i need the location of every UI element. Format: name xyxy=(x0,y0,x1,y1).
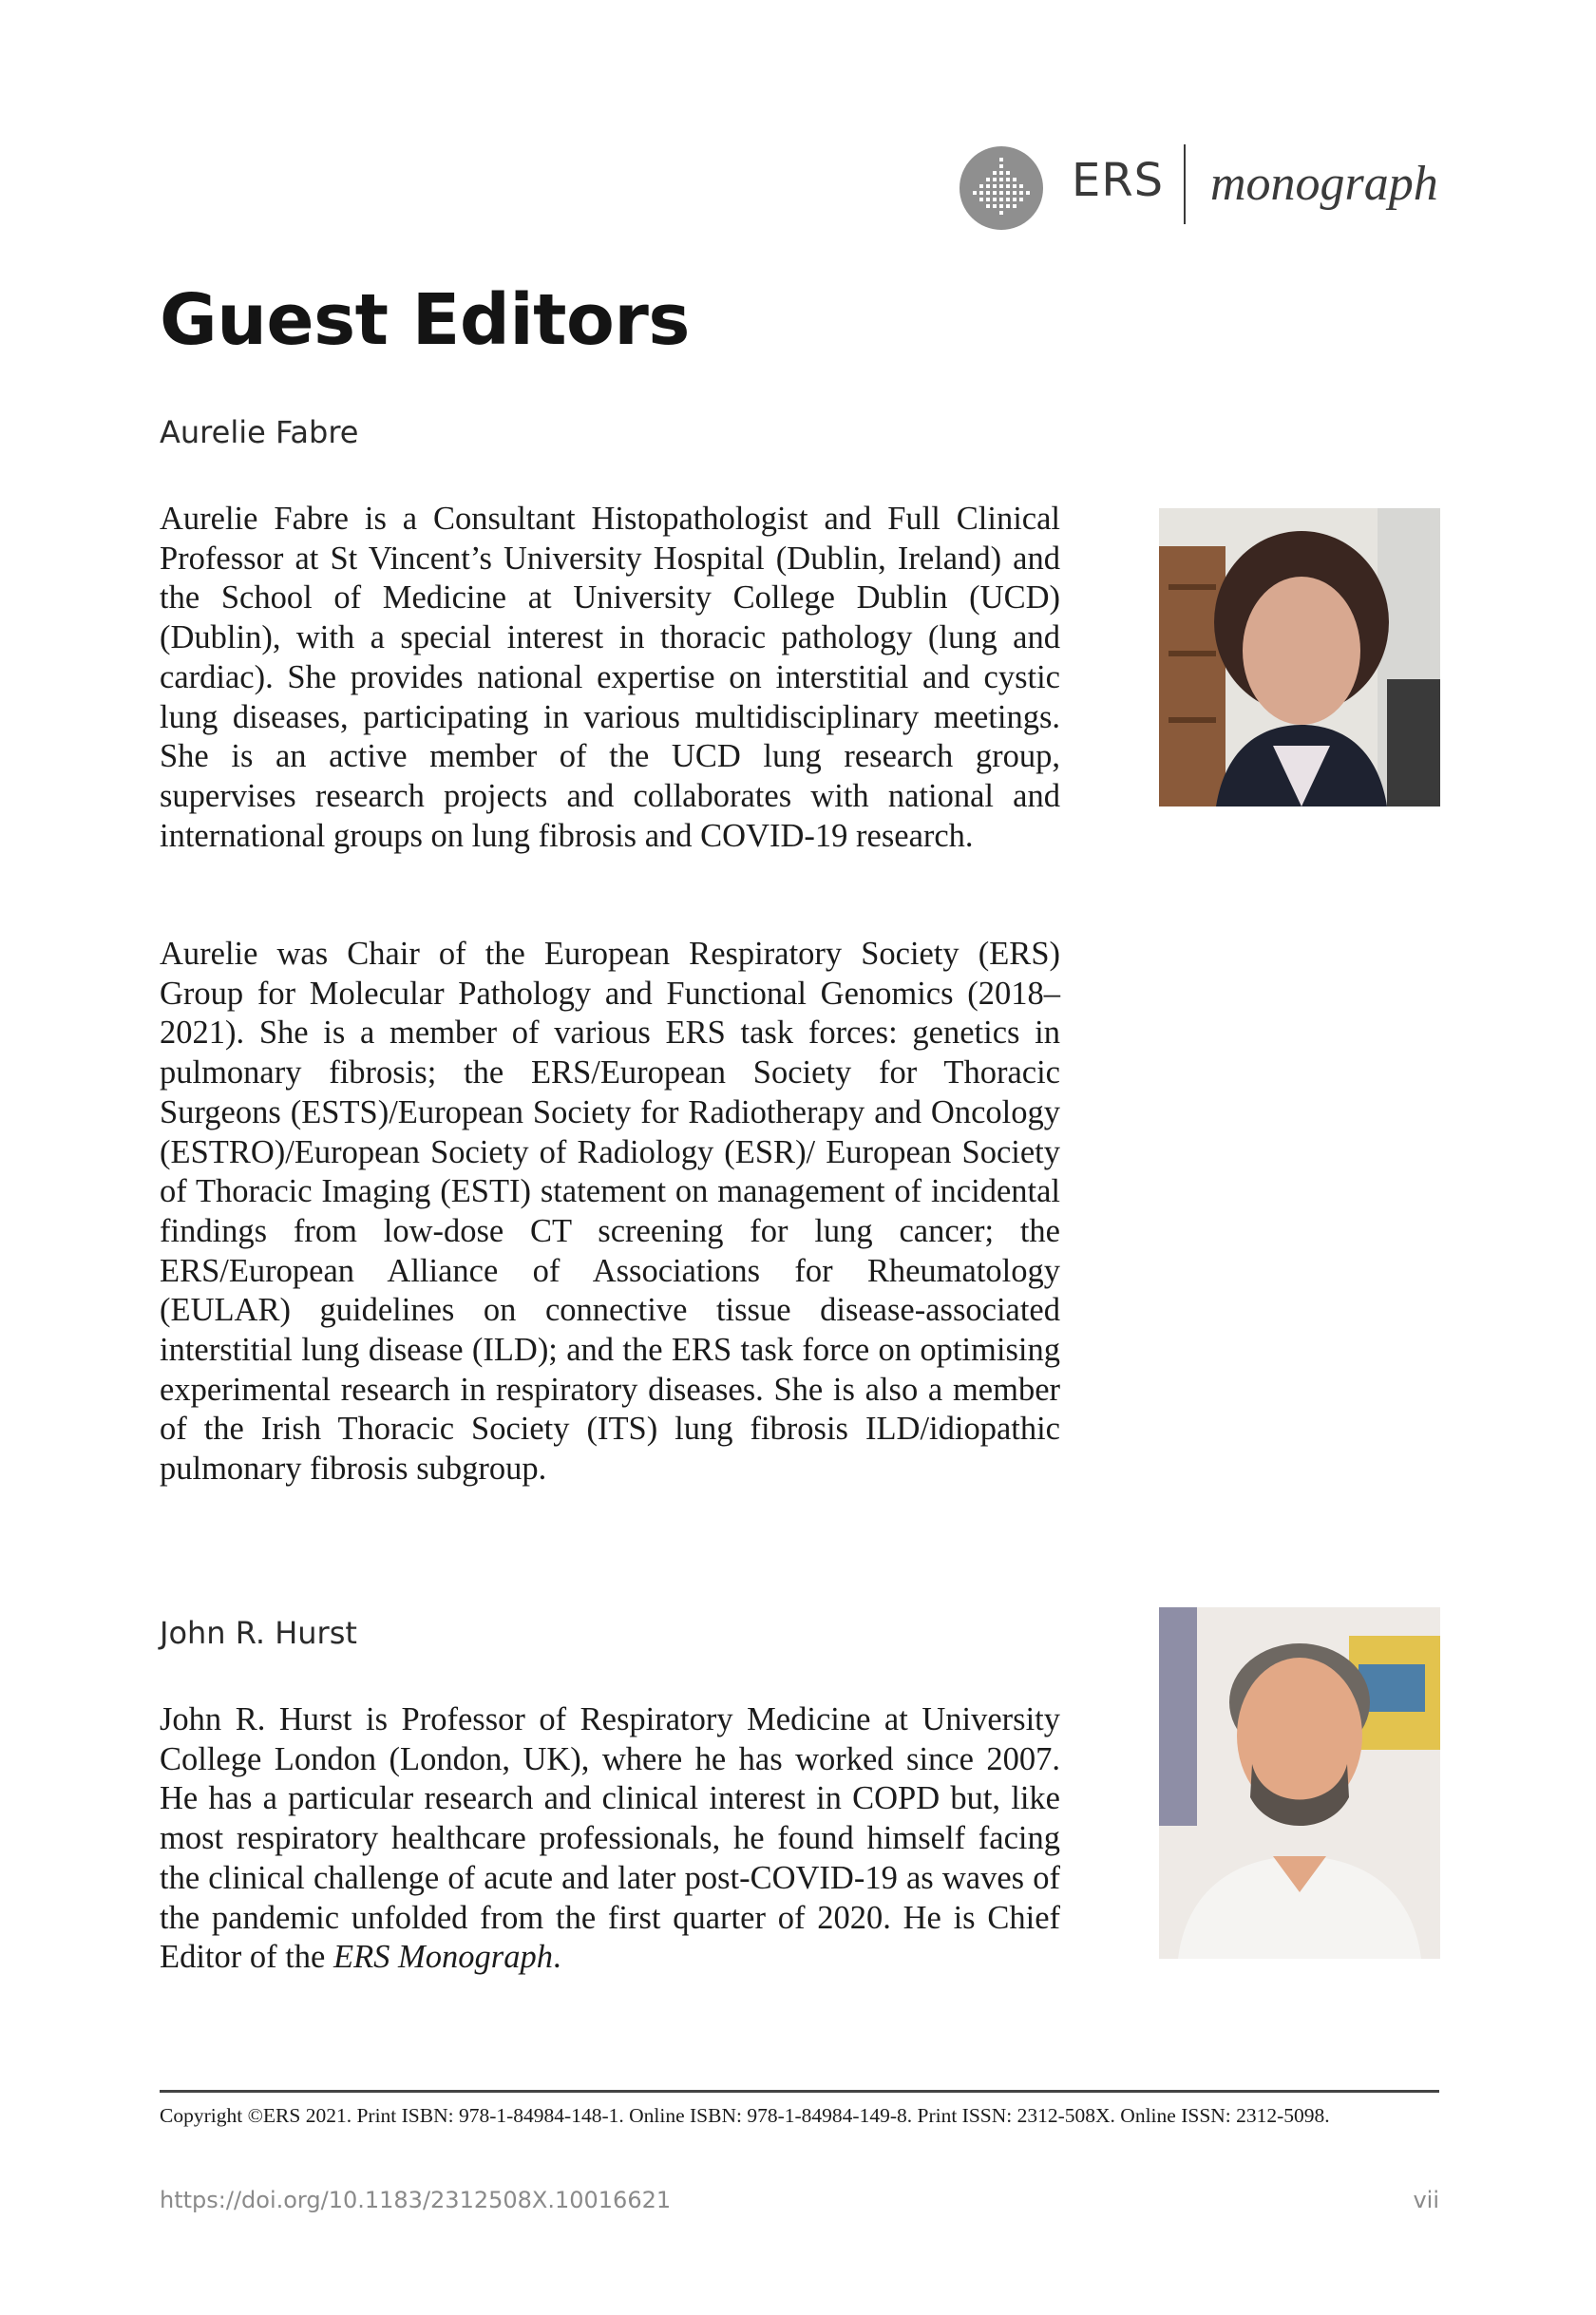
editor-bio-hurst xyxy=(160,1700,1060,1978)
portrait-photo-hurst xyxy=(1159,1607,1440,1959)
copyright-notice: Copyright ©ERS 2021. Print ISBN: 978-1-84984-148-1. Online ISBN: 978-1-84984-149-8. Print ISSN: 2312-508X. Online ISSN: 2312-5098. xyxy=(160,2104,1330,2127)
editor-bio-hurst-text: John R. Hurst is Professor of Respiratory Medicine at University College London (London, UK), where he has worked since 2007. He has a particular research and clinical interest in COPD but, like most respiratory healthcare professionals, he found himself facing the clinical challenge of acute and later post-COVID-19 as waves of the pandemic unfolded from the first quarter of 2020. He is Chief Editor of the xyxy=(160,1701,1060,1976)
editor-bio-fabre-1: Aurelie Fabre is a Consultant Histopathologist and Full Clinical Professor at St Vincent’s University Hospital (Dublin, Ireland) and the School of Medicine at University College Dublin (UCD) (Dublin), with a special interest in thoracic pathology (lung and cardiac). She provides national expertise on interstitial and cystic lung diseases, participating in various multidisciplinary meetings. She is an active member of the UCD lung research group, supervises research projects and collaborates with national and international groups on lung fibrosis and COVID-19 research. xyxy=(160,501,1060,854)
logo-divider xyxy=(1184,144,1186,224)
editor-bio-hurst-end: . xyxy=(552,1939,561,1976)
editor-name-hurst: John R. Hurst xyxy=(160,1615,357,1651)
lung-dots-icon xyxy=(960,146,1043,230)
doi-link[interactable]: https://doi.org/10.1183/2312508X.10016621 xyxy=(160,2187,672,2213)
editor-name-fabre: Aurelie Fabre xyxy=(160,414,359,450)
ers-monograph-logo xyxy=(960,142,1454,233)
editor-bio-fabre-2: Aurelie was Chair of the European Respiratory Society (ERS) Group for Molecular Pathology and Functional Genomics (2018–2021). She is a member of various ERS task forces: genetics in pulmonary fibrosis; the ERS/European Society for Thoracic Surgeons (ESTS)/European Society for Radiotherapy and Oncology (ESTRO)/European Society of Radiology (ESR)/ European Society of Thoracic Imaging (ESTI) statement on management of incidental findings from low-dose CT screening for lung cancer; the ERS/European Alliance of Associations for Rheumatology (EULAR) guidelines on connective tissue disease-associated interstitial lung disease (ILD); and the ERS task force on optimising experimental research in respiratory diseases. She is also a member of the Irish Thoracic Society (ITS) lung fibrosis ILD/idiopathic pulmonary fibrosis subgroup. xyxy=(160,936,1060,1488)
brand-name: ERS xyxy=(1072,154,1165,207)
footer-divider xyxy=(160,2090,1439,2093)
page-number: vii xyxy=(1413,2187,1439,2213)
monograph-title-italic: ERS Monograph xyxy=(333,1939,553,1976)
product-name: monograph xyxy=(1210,157,1438,211)
page-title: Guest Editors xyxy=(160,279,690,361)
portrait-photo-fabre xyxy=(1159,508,1440,806)
